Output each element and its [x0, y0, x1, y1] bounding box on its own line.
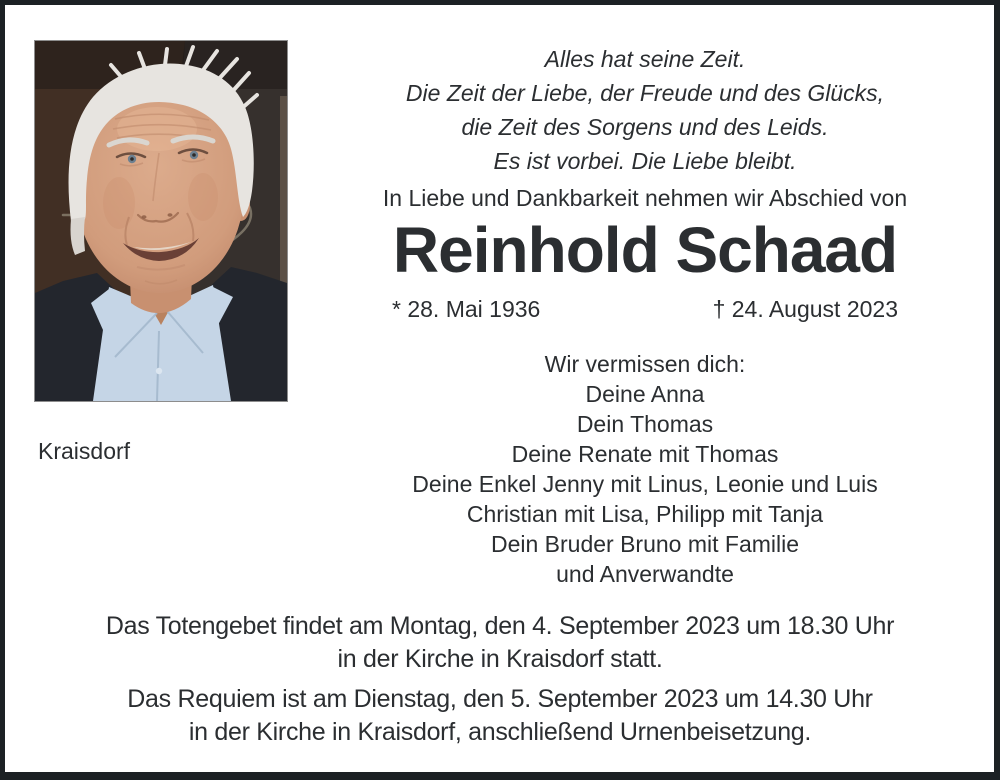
mourning-list: [370, 349, 920, 589]
place-name: Kraisdorf: [38, 438, 131, 464]
mourner-line: Christian mit Lisa, Philipp mit Tanja: [466, 501, 824, 527]
poem-line: Es ist vorbei. Die Liebe bleibt.: [493, 148, 797, 174]
poem-line: Die Zeit der Liebe, der Freude und des Glücks,: [405, 80, 885, 106]
portrait-illustration: [35, 41, 287, 401]
intro-line: In Liebe und Dankbarkeit nehmen wir Abschied von: [382, 185, 908, 211]
event-line: Das Totengebet findet am Montag, den 4. September 2023 um 18.30 Uhr: [105, 612, 895, 640]
mourner-line: Deine Enkel Jenny mit Linus, Leonie und Luis: [412, 471, 878, 497]
mourner-line: Dein Thomas: [576, 411, 714, 437]
mourner-line: Deine Anna: [585, 381, 705, 407]
requiem-notice: [0, 683, 1000, 749]
poem-line: die Zeit des Sorgens und des Leids.: [461, 114, 829, 140]
portrait-photo: [35, 41, 287, 401]
totengebet-notice: [0, 610, 1000, 676]
mourner-line: Deine Renate mit Thomas: [511, 441, 779, 467]
birth-date: * 28. Mai 1936: [392, 296, 541, 322]
death-date: † 24. August 2023: [712, 296, 898, 322]
event-line: in der Kirche in Kraisdorf statt.: [337, 645, 663, 673]
event-line: Das Requiem ist am Dienstag, den 5. September 2023 um 14.30 Uhr: [127, 685, 873, 713]
mourning-heading: Wir vermissen dich:: [544, 351, 746, 377]
mourner-line: Dein Bruder Bruno mit Familie: [490, 531, 800, 557]
life-dates: [370, 296, 920, 323]
deceased-name: Reinhold Schaad: [392, 214, 898, 286]
poem: [370, 42, 920, 178]
poem-line: Alles hat seine Zeit.: [544, 46, 746, 72]
mourner-line: und Anverwandte: [556, 561, 734, 587]
event-line: in der Kirche in Kraisdorf, anschließend Urnenbeisetzung.: [188, 718, 812, 746]
